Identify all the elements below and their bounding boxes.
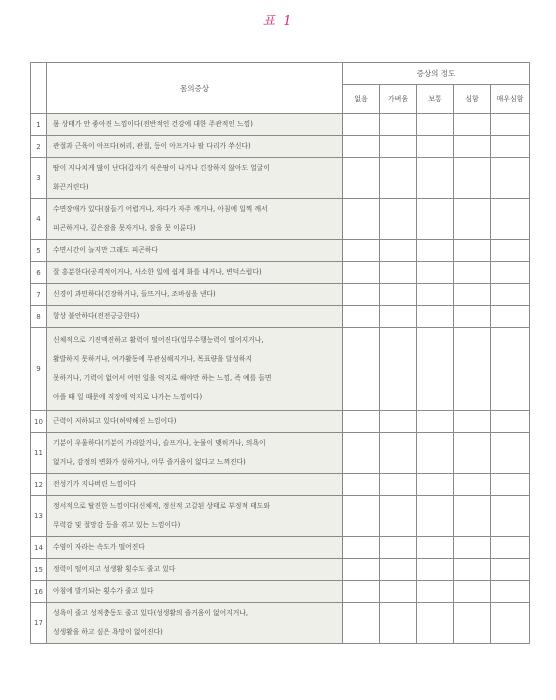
symptom-line: 몸 상태가 안 좋아진 느낌이다(전반적인 건강에 대한 주관적인 느낌) [53,120,253,128]
degree-cell[interactable] [380,603,417,644]
degree-cell[interactable] [454,603,491,644]
table-row [31,262,530,284]
degree-cell[interactable] [380,114,417,136]
row-number: 11 [31,433,47,474]
degree-cell[interactable] [343,433,380,474]
degree-cell[interactable] [343,199,380,240]
symptom-text [47,114,343,136]
row-number: 14 [31,537,47,559]
symptom-line: 수면시간이 늘지만 그래도 피곤하다 [53,246,158,254]
degree-cell[interactable] [343,114,380,136]
table-row [31,603,530,644]
number-header [31,63,47,114]
degree-cell[interactable] [380,306,417,328]
row-number: 6 [31,262,47,284]
degree-cell[interactable] [454,496,491,537]
degree-cell[interactable] [491,433,530,474]
degree-cell[interactable] [380,559,417,581]
degree-cell[interactable] [417,559,454,581]
symptom-header: 몸의증상 [47,63,343,114]
degree-cell[interactable] [454,537,491,559]
symptom-line: 피곤하거나, 깊은잠을 못자거나, 잠을 못 이룬다) [53,224,196,232]
symptom-text [47,136,343,158]
degree-cell[interactable] [491,240,530,262]
degree-cell[interactable] [417,114,454,136]
symptom-line: 신경이 과민하다(긴장하거나, 들뜨거나, 조바심을 낸다) [53,290,216,298]
symptom-text [47,603,343,644]
symptom-sheet [30,62,529,644]
degree-cell[interactable] [454,581,491,603]
degree-cell[interactable] [491,411,530,433]
row-number: 1 [31,114,47,136]
table-row [31,284,530,306]
degree-cell[interactable] [343,284,380,306]
table-row [31,581,530,603]
symptom-table [30,62,530,644]
symptom-line: 못하거나, 기력이 없어서 어떤 일을 억지로 해야만 하는 느낌, 즉 예를 들면 [53,374,272,382]
row-number: 12 [31,474,47,496]
degree-cell[interactable] [380,136,417,158]
table-row [31,328,530,411]
degree-cell[interactable] [417,306,454,328]
table-row [31,496,530,537]
degree-cell[interactable] [380,240,417,262]
row-number: 2 [31,136,47,158]
degree-cell[interactable] [380,158,417,199]
degree-cell[interactable] [343,328,380,411]
degree-cell[interactable] [380,284,417,306]
symptom-line: 기분이 우울하다(기분이 가라앉거나, 슬프거나, 눈물이 맺히거나, 의욕이 [53,439,266,447]
symptom-line: 아플 때 일 때문에 직장에 억지로 나가는 느낌이다) [53,393,203,401]
degree-cell[interactable] [343,240,380,262]
symptom-text [47,433,343,474]
degree-cell[interactable] [454,474,491,496]
degree-cell[interactable] [454,559,491,581]
symptom-line: 신체적으로 기진맥진하고 활력이 떨어진다(업무수행능력이 떨어지거나, [53,336,264,344]
row-number: 16 [31,581,47,603]
symptom-line: 근력이 저하되고 있다(허약해진 느낌이다) [53,417,177,425]
symptom-text [47,581,343,603]
degree-cell[interactable] [491,603,530,644]
symptom-line: 관절과 근육이 아프다(허리, 관절, 등이 아프거나 팔 다리가 쑤신다) [53,142,251,150]
table-row [31,199,530,240]
degree-cell[interactable] [343,262,380,284]
table-row [31,114,530,136]
symptom-line: 잘 흥분한다(공격적이거나, 사소한 일에 쉽게 화를 내거나, 변덕스럽다) [53,268,262,276]
symptom-line: 활발하지 못하거나, 여가활동에 무관심해지거나, 목표량을 달성하지 [53,355,252,363]
degree-cell[interactable] [491,262,530,284]
degree-cell[interactable] [343,603,380,644]
degree-cell[interactable] [417,136,454,158]
table-row [31,474,530,496]
degree-cell[interactable] [454,240,491,262]
symptom-line: 전성기가 지나버린 느낌이다 [53,480,137,488]
symptom-line: 땀이 지나치게 많이 난다(갑자기 식은땀이 나거나 긴장하지 않아도 얼굴이 [53,164,270,172]
degree-cell[interactable] [417,474,454,496]
degree-cell[interactable] [343,306,380,328]
level-header: 없음 [343,85,380,114]
degree-cell[interactable] [454,306,491,328]
symptom-text [47,199,343,240]
symptom-line: 성욕이 줄고 성적충동도 줄고 있다(성생활의 즐거움이 없어지거나, [53,609,249,617]
degree-cell[interactable] [380,328,417,411]
degree-cell[interactable] [380,433,417,474]
table-title: 표 1 [262,14,294,29]
degree-cell[interactable] [380,411,417,433]
symptom-line: 수면장애가 있다(잠들기 어렵거나, 자다가 자주 깨거나, 아침에 일찍 깨서 [53,205,268,213]
degree-cell[interactable] [417,262,454,284]
symptom-text [47,284,343,306]
degree-cell[interactable] [417,158,454,199]
row-number: 5 [31,240,47,262]
degree-cell[interactable] [343,496,380,537]
degree-cell[interactable] [491,306,530,328]
table-row [31,433,530,474]
symptom-text [47,158,343,199]
degree-cell[interactable] [380,474,417,496]
row-number: 3 [31,158,47,199]
table-row [31,411,530,433]
degree-cell[interactable] [380,199,417,240]
degree-cell[interactable] [491,496,530,537]
degree-cell[interactable] [491,136,530,158]
degree-cell[interactable] [417,328,454,411]
symptom-line: 항상 불안하다(전전긍긍한다) [53,312,140,320]
symptom-text [47,474,343,496]
symptom-line: 무력감 및 절망감 등을 겪고 있는 느낌이다) [53,521,181,529]
degree-cell[interactable] [491,114,530,136]
symptom-text [47,496,343,537]
table-row [31,158,530,199]
symptom-line: 화끈거린다) [53,183,89,191]
degree-cell[interactable] [417,284,454,306]
degree-cell[interactable] [417,199,454,240]
degree-cell[interactable] [417,537,454,559]
degree-cell[interactable] [343,136,380,158]
table-row [31,240,530,262]
degree-cell[interactable] [343,559,380,581]
symptom-text [47,262,343,284]
degree-cell[interactable] [343,581,380,603]
degree-cell[interactable] [343,537,380,559]
degree-cell[interactable] [454,284,491,306]
symptom-line: 정서적으로 탈진한 느낌이다(신체적, 정신적 고갈된 상태로 부정적 태도와 [53,502,270,510]
degree-cell[interactable] [454,411,491,433]
level-header: 가벼움 [380,85,417,114]
row-number: 8 [31,306,47,328]
degree-cell[interactable] [491,328,530,411]
degree-cell[interactable] [417,496,454,537]
level-header: 심함 [454,85,491,114]
degree-cell[interactable] [491,474,530,496]
degree-cell[interactable] [491,537,530,559]
degree-cell[interactable] [454,262,491,284]
degree-cell[interactable] [380,496,417,537]
degree-cell[interactable] [417,603,454,644]
degree-cell[interactable] [491,199,530,240]
symptom-text [47,306,343,328]
symptom-text [47,559,343,581]
symptom-line: 아침에 발기되는 횟수가 줄고 있다 [53,587,154,595]
degree-cell[interactable] [380,262,417,284]
degree-cell[interactable] [417,411,454,433]
table-row [31,537,530,559]
symptom-text [47,240,343,262]
row-number: 4 [31,199,47,240]
degree-cell[interactable] [454,114,491,136]
degree-cell[interactable] [343,158,380,199]
degree-cell[interactable] [454,433,491,474]
degree-cell[interactable] [491,559,530,581]
row-number: 10 [31,411,47,433]
symptom-line: 없거나, 감정의 변화가 심하거나, 아무 즐거움이 없다고 느껴진다) [53,458,246,466]
degree-cell[interactable] [417,433,454,474]
row-number: 7 [31,284,47,306]
degree-cell[interactable] [417,581,454,603]
degree-cell[interactable] [454,136,491,158]
degree-cell[interactable] [380,537,417,559]
level-header: 매우심함 [491,85,530,114]
symptom-text [47,537,343,559]
degree-cell[interactable] [417,240,454,262]
row-number: 17 [31,603,47,644]
symptom-text [47,328,343,411]
row-number: 15 [31,559,47,581]
degree-cell[interactable] [491,581,530,603]
degree-cell[interactable] [380,581,417,603]
degree-cell[interactable] [454,158,491,199]
symptom-line: 성생활을 하고 싶은 욕망이 없어진다) [53,628,163,636]
degree-cell[interactable] [343,474,380,496]
table-row [31,136,530,158]
symptom-text [47,411,343,433]
symptom-line: 수염이 자라는 속도가 떨어진다 [53,543,145,551]
row-number: 9 [31,328,47,411]
degree-cell[interactable] [491,284,530,306]
row-number: 13 [31,496,47,537]
degree-header: 증상의 정도 [343,63,530,85]
degree-cell[interactable] [343,411,380,433]
table-row [31,306,530,328]
symptom-line: 정력이 떨어지고 성생활 횟수도 줄고 있다 [53,565,176,573]
degree-cell[interactable] [454,199,491,240]
degree-cell[interactable] [454,328,491,411]
table-row [31,559,530,581]
level-header: 보통 [417,85,454,114]
degree-cell[interactable] [491,158,530,199]
